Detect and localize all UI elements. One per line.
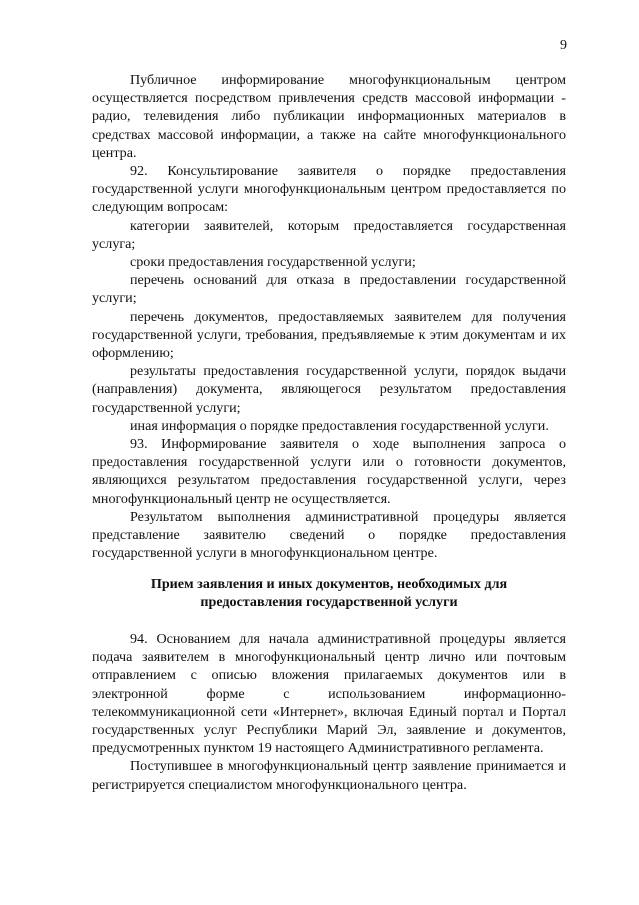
- list-item-document-list: перечень документов, предоставляемых заявителем для получения государственной услуги, требования, предъявляемые к этим документам и их оформлению;: [92, 308, 566, 362]
- list-item-applicant-categories: категории заявителей, которым предоставляется государственная услуга;: [92, 217, 566, 252]
- body-text-top: [92, 71, 566, 562]
- page-number: 9: [560, 38, 567, 53]
- paragraph-public-informing: Публичное информирование многофункциональным центром осуществляется посредством привлечения средств массовой информации - радио, телевидения либо публикации информационных материалов в средствах массовой информации, а также на сайте многофункционального центра.: [92, 72, 566, 161]
- list-item-service-terms: сроки предоставления государственной услуги;: [130, 254, 416, 271]
- paragraph-93-informing: 93. Информирование заявителя о ходе выполнения запроса о предоставления государственной услуги или о готовности документов, являющихся результатом предоставления государственной услуги, через многофункциональный центр не осуществляется.: [92, 436, 566, 507]
- section-heading-line-2: предоставления государственной услуги: [200, 594, 458, 611]
- paragraph-92-consulting: 92. Консультирование заявителя о порядке предоставления государственной услуги многофункциональным центром предоставляется по следующим вопросам:: [92, 163, 566, 216]
- paragraph-procedure-result: Результатом выполнения административной процедуры является представление заявителю сведений о порядке предоставления государственной услуги в многофункциональном центре.: [92, 508, 566, 562]
- paragraph-94-basis: 94. Основанием для начала административной процедуры является подача заявителем в многофункциональный центр лично или почтовым отправлением с описью вложения прилагаемых документов или в электронной форме с использованием информационно-телекоммуникационной сети «Интернет», включая Единый портал и Портал государственных услуг Республики Марий Эл, заявление и документов, предусмотренных пунктом 19 настоящего Административного регламента.: [92, 631, 566, 757]
- section-heading-line-1: Прием заявления и иных документов, необходимых для: [150, 576, 508, 592]
- section-heading: [92, 575, 566, 611]
- list-item-service-results: результаты предоставления государственной услуги, порядок выдачи (направления) документа, являющегося результатом предоставления государственной услуги;: [92, 363, 566, 416]
- list-item-other-info: иная информация о порядке предоставления государственной услуги.: [130, 417, 549, 434]
- list-item-refusal-grounds: перечень оснований для отказа в предоставлении государственной услуги;: [92, 272, 566, 307]
- body-text-bottom: [92, 630, 566, 794]
- paragraph-registration: Поступившее в многофункциональный центр заявление принимается и регистрируется специалистом многофункционального центра.: [92, 758, 566, 793]
